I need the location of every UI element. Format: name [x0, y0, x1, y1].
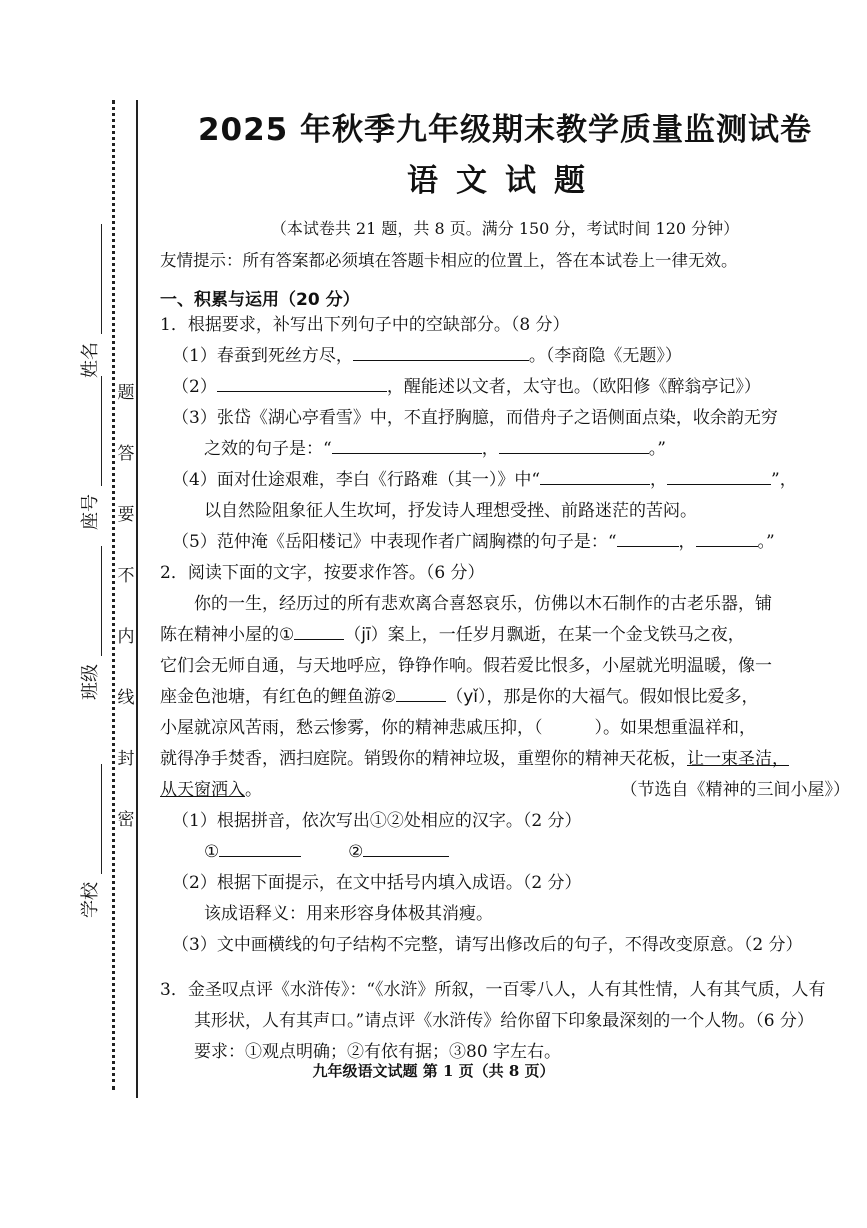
- answer-blank[interactable]: [696, 529, 758, 547]
- section-heading: 一、积累与运用（20 分）: [160, 290, 360, 310]
- page-footer: 九年级语文试题 第 1 页（共 8 页）: [312, 1062, 555, 1080]
- seal-char: 线: [117, 688, 135, 708]
- q2-stem: 2．阅读下面的文字，按要求作答。（6 分）: [160, 563, 485, 583]
- answer-blank[interactable]: [332, 436, 482, 454]
- q2-sub1: （1）根据拼音，依次写出①②处相应的汉字。（2 分）: [172, 811, 582, 831]
- exam-body: [160, 104, 850, 1068]
- seal-char: 密: [117, 810, 135, 830]
- q3-requirements: 要求：①观点明确；②有依有据；③80 字左右。: [194, 1042, 562, 1062]
- q2-sub2: （2）根据下面提示，在文中括号内填入成语。（2 分）: [172, 873, 582, 893]
- class-field: [76, 546, 102, 700]
- answer-blank[interactable]: [294, 622, 344, 640]
- school-label: 学校: [80, 882, 101, 918]
- q1-item-5: （5）范仲淹《岳阳楼记》中表现作者广阔胸襟的句子是：“ ， 。”: [160, 527, 850, 558]
- answer-blank[interactable]: [540, 467, 650, 485]
- seal-char: 题: [117, 383, 135, 403]
- q2-sub2-hint: 该成语释义：用来形容身体极其消瘦。: [204, 904, 493, 924]
- name-field: [76, 224, 102, 378]
- q2-passage: 你的一生，经历过的所有悲欢离合喜怒哀乐，仿佛以木石制作的古老乐器，铺 陈在精神小屋的① （jī）案上，一任岁月飘逝，在某一个金戈铁马之夜， 它们会无师自通，与天地呼应，铮铮作响。假若爱比恨多，小屋就光明温暖，像一 座金色池塘，有红色的鲤鱼游② （yǐ），那是你的大福气。假如恨比爱多， 小屋就凉风苦雨，愁云惨雾，你的精神悲戚压抑，（ ）。如果想重温祥和， 就得净手焚香，洒扫庭院。销毁你的精神垃圾，重塑你的精神天花板，让一束圣洁， 从天窗洒入。 （节选自《精神的三间小屋》）: [160, 589, 850, 806]
- passage-source: （节选自《精神的三间小屋》）: [620, 780, 850, 800]
- answer-blank[interactable]: [219, 839, 301, 857]
- seal-char: 不: [117, 566, 135, 586]
- answer-blank[interactable]: [499, 436, 649, 454]
- seat-blank[interactable]: [83, 376, 102, 486]
- q2-sub3: （3）文中画横线的句子结构不完整，请写出修改后的句子，不得改变原意。（2 分）: [172, 935, 803, 955]
- underlined-sentence: 让一束圣洁，: [687, 749, 789, 769]
- seal-char: 封: [117, 749, 135, 769]
- q3-line2: 其形状，人有其声口。”请点评《水浒传》给你留下印象最深刻的一个人物。（6 分）: [194, 1011, 814, 1031]
- binding-margin: [0, 0, 150, 1228]
- q3-line1: 3．金圣叹点评《水浒传》：“《水浒》所叙，一百零八人，人有其性情，人有其气质，人有: [160, 980, 826, 1000]
- answer-blank[interactable]: [353, 343, 529, 361]
- q1-item-4: （4）面对仕途艰难，李白《行路难（其一）》中“ ， ”，: [160, 465, 850, 496]
- seal-char: 内: [117, 627, 135, 647]
- name-label: 姓名: [80, 342, 101, 378]
- q1-item-3: （3）张岱《湖心亭看雪》中，不直抒胸臆，而借舟子之语侧面点染，收余韵无穷: [172, 408, 778, 428]
- seat-label: 座号: [80, 494, 101, 530]
- exam-note: （本试卷共 21 题，共 8 页。满分 150 分，考试时间 120 分钟）: [270, 219, 740, 238]
- q1-item-4-cont: 以自然险阻象征人生坎坷，抒发诗人理想受挫、前路迷茫的苦闷。: [204, 501, 697, 521]
- answer-blank[interactable]: [363, 839, 449, 857]
- name-blank[interactable]: [83, 224, 102, 334]
- answer-blank[interactable]: [617, 529, 679, 547]
- answer-blank[interactable]: [667, 467, 771, 485]
- answer-blank[interactable]: [217, 374, 387, 392]
- seal-text: [115, 385, 137, 873]
- class-blank[interactable]: [83, 546, 102, 656]
- exam-subtitle: 语文试题: [407, 163, 603, 199]
- q1-item-3-cont: 之效的句子是：“ ， 。”: [160, 434, 850, 465]
- seat-field: [76, 376, 102, 530]
- q1-stem: 1．根据要求，补写出下列句子中的空缺部分。（8 分）: [160, 315, 570, 335]
- seal-char: 要: [117, 505, 135, 525]
- exam-title: 2025 年秋季九年级期末教学质量监测试卷: [197, 112, 813, 148]
- school-field: [76, 764, 102, 918]
- school-blank[interactable]: [83, 764, 102, 874]
- seal-char: 答: [117, 444, 135, 464]
- q1-item-2: （2） ，醒能述以文者，太守也。（欧阳修《醉翁亭记》）: [160, 372, 850, 403]
- class-label: 班级: [80, 664, 101, 700]
- answer-blank[interactable]: [396, 684, 446, 702]
- underlined-sentence: 从天窗洒入: [160, 780, 245, 800]
- q2-sub1-blanks: ① ②: [160, 837, 850, 868]
- friendly-tip: 友情提示：所有答案都必须填在答题卡相应的位置上，答在本试卷上一律无效。: [160, 251, 738, 270]
- q1-item-1: （1）春蚕到死丝方尽， 。（李商隐《无题》）: [160, 341, 850, 372]
